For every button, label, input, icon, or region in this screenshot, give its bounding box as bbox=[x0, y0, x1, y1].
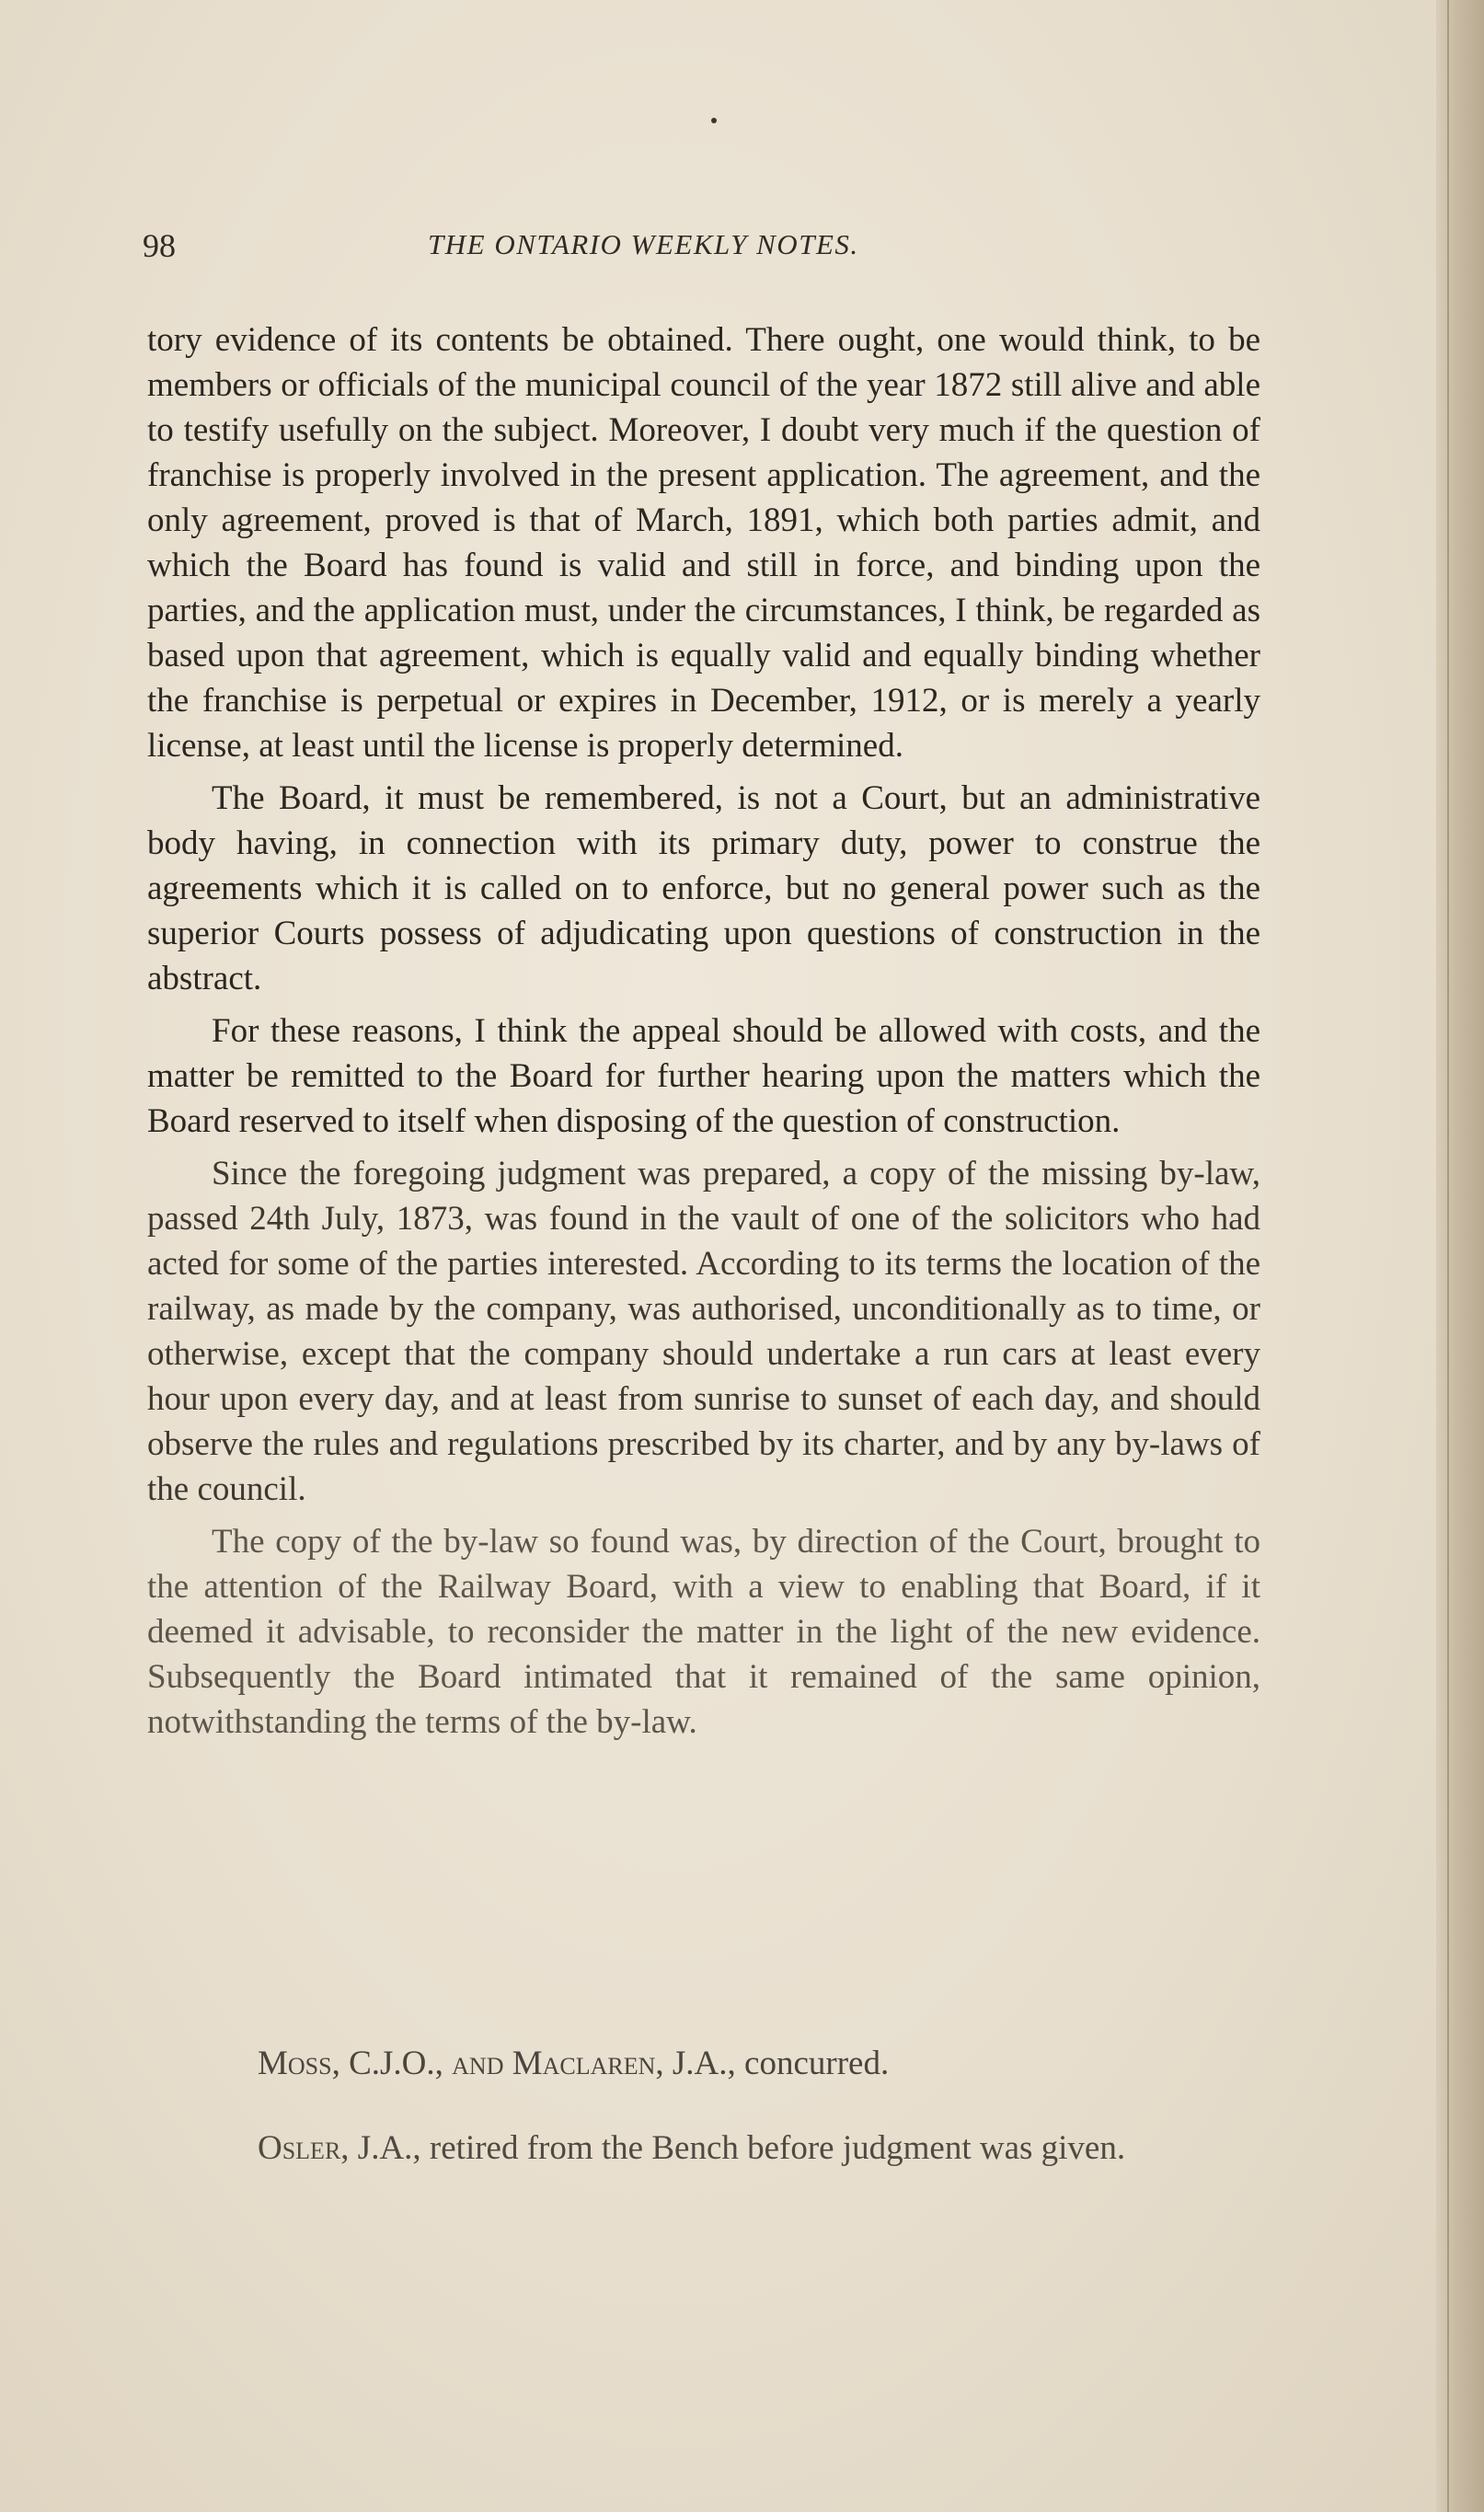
running-title: THE ONTARIO WEEKLY NOTES. bbox=[428, 228, 859, 260]
concurring-judges: Moss, C.J.O., and Maclaren, J.A., bbox=[258, 2045, 736, 2082]
concurrence-line bbox=[258, 2041, 1270, 2086]
binding-shadow bbox=[1447, 0, 1449, 2512]
page-number: 98 bbox=[143, 227, 176, 264]
judgment-text bbox=[147, 317, 1260, 1752]
paragraph-2: The Board, it must be remembered, is not a Court, but an administrative body having, in connection with its primary duty, power to construe the agreements which it is called on to enforce, but no general power such as the superior Courts possess of adjudicating upon questions of construction in the abstract. bbox=[147, 779, 1260, 997]
retirement-text: , J.A., retired from the Bench before judgment was given. bbox=[340, 2129, 1126, 2167]
paragraph-1: tory evidence of its contents be obtained. There ought, one would think, to be members or officials of the municipal council of the year 1872 still alive and able to testify usefully on the subject. Moreover, I doubt very much if the question of franchise is properly involved in the present application. The agreement, and the only agreement, proved is that of March, 1891, which both parties admit, and which the Board has found is valid and still in force, and binding upon the parties, and the application must, under the circumstances, I think, be regarded as based upon that agreement, which is equally valid and equally binding whether the franchise is perpetual or expires in December, 1912, or is merely a yearly license, at least until the license is properly determined. bbox=[147, 321, 1260, 765]
paragraph-5: The copy of the by-law so found was, by direction of the Court, brought to the attention of the Railway Board, with a view to enabling that Board, if it deemed it advisable, to reconsider the matter in the light of the new evidence. Subsequently the Board intimated that it remained of the same opinion, notwithstanding the terms of the by-law. bbox=[147, 1523, 1260, 1741]
page-gutter bbox=[1436, 0, 1484, 2512]
page-header bbox=[143, 226, 961, 272]
ink-speck bbox=[711, 118, 717, 123]
concurrence-verb: concurred. bbox=[744, 2045, 890, 2082]
retired-judge: Osler bbox=[258, 2129, 341, 2167]
paragraph-4: Since the foregoing judgment was prepared, a copy of the missing by-law, passed 24th July, 1873, was found in the vault of one of the solicitors who had acted for some of the parties interested. According to its terms the location of the railway, as made by the company, was authorised, unconditionally as to time, or otherwise, except that the company should undertake a run cars at least every hour upon every day, and at least from sunrise to sunset of each day, and should observe the rules and regulations prescribed by its charter, and by any by-laws of the council. bbox=[147, 1155, 1260, 1508]
retirement-note bbox=[258, 2126, 1306, 2171]
paragraph-3: For these reasons, I think the appeal should be allowed with costs, and the matter be remitted to the Board for further hearing upon the matters which the Board reserved to itself when disposing of the question of construction. bbox=[147, 1012, 1260, 1140]
